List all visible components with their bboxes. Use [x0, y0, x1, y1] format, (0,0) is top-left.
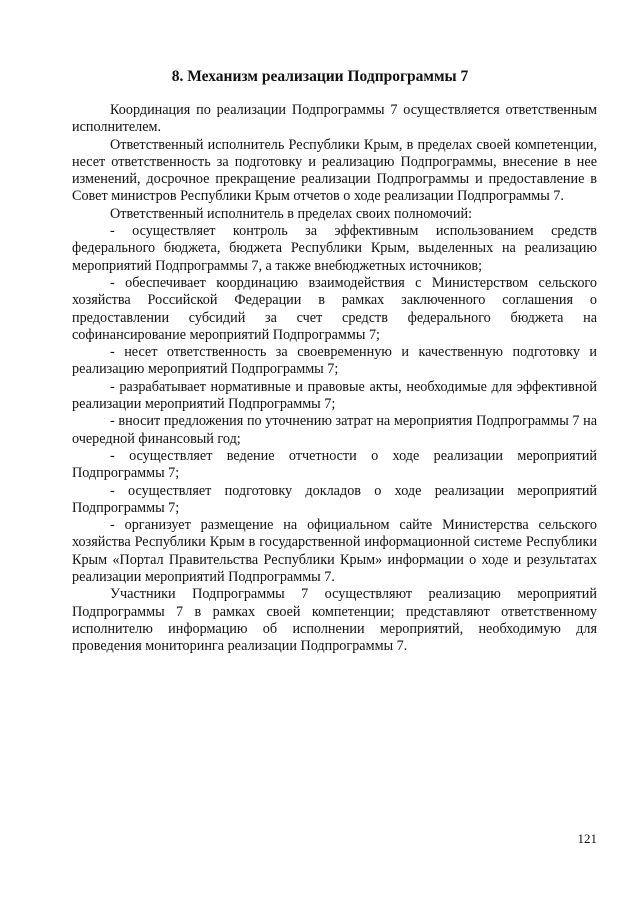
document-body [72, 102, 597, 656]
paragraph-coordination: Координация по реализации Подпрограммы 7 осуществляется ответственным исполнителем. [72, 102, 597, 136]
list-item: - несет ответственность за своевременную и качественную подготовку и реализацию мероприятий Подпрограммы 7; [72, 344, 597, 378]
list-item: - осуществляет ведение отчетности о ходе реализации мероприятий Подпрограммы 7; [72, 447, 597, 482]
list-item: - разрабатывает нормативные и правовые акты, необходимые для эффективной реализации мероприятий Подпрограммы 7; [72, 378, 597, 413]
list-item: - осуществляет контроль за эффективным использованием средств федерального бюджета, бюджета Республики Крым, выделенных на реализацию мероприятий Подпрограммы 7, а также внебюджетных источников; [72, 223, 597, 274]
page-number: 121 [577, 831, 597, 846]
list-item: - вносит предложения по уточнению затрат на мероприятия Подпрограммы 7 на очередной финансовый год; [72, 413, 597, 447]
section-heading: 8. Механизм реализации Подпрограммы 7 [171, 68, 469, 85]
paragraph-participants: Участники Подпрограммы 7 осуществляют реализацию мероприятий Подпрограммы 7 в рамках своей компетенции; представляют ответственному исполнителю информацию об исполнении мероприятий, необходимую для проведения мониторинга реализации Подпрограммы 7. [72, 586, 597, 655]
list-item: - осуществляет подготовку докладов о ходе реализации мероприятий Подпрограммы 7; [72, 482, 597, 516]
list-item: - организует размещение на официальном сайте Министерства сельского хозяйства Республики Крым в государственной информационной системе Республики Крым «Портал Правительства Республики Крым» информации о ходе и результатах реализации мероприятий Подпрограммы 7. [72, 517, 597, 586]
paragraph-powers-intro: Ответственный исполнитель в пределах своих полномочий: [110, 205, 473, 222]
list-item: - обеспечивает координацию взаимодействия с Министерством сельского хозяйства Российской Федерации в рамках заключенного соглашения о предоставлении субсидий за счет средств федерального бюджета на софинансирование мероприятий Подпрограммы 7; [72, 274, 597, 343]
paragraph-responsibility: Ответственный исполнитель Республики Крым, в пределах своей компетенции, несет ответственность за подготовку и реализацию Подпрограммы, внесение в нее изменений, досрочное прекращение реализации Подпрограммы и предоставление в Совет министров Республики Крым отчетов о ходе реализации Подпрограммы 7. [72, 136, 597, 205]
